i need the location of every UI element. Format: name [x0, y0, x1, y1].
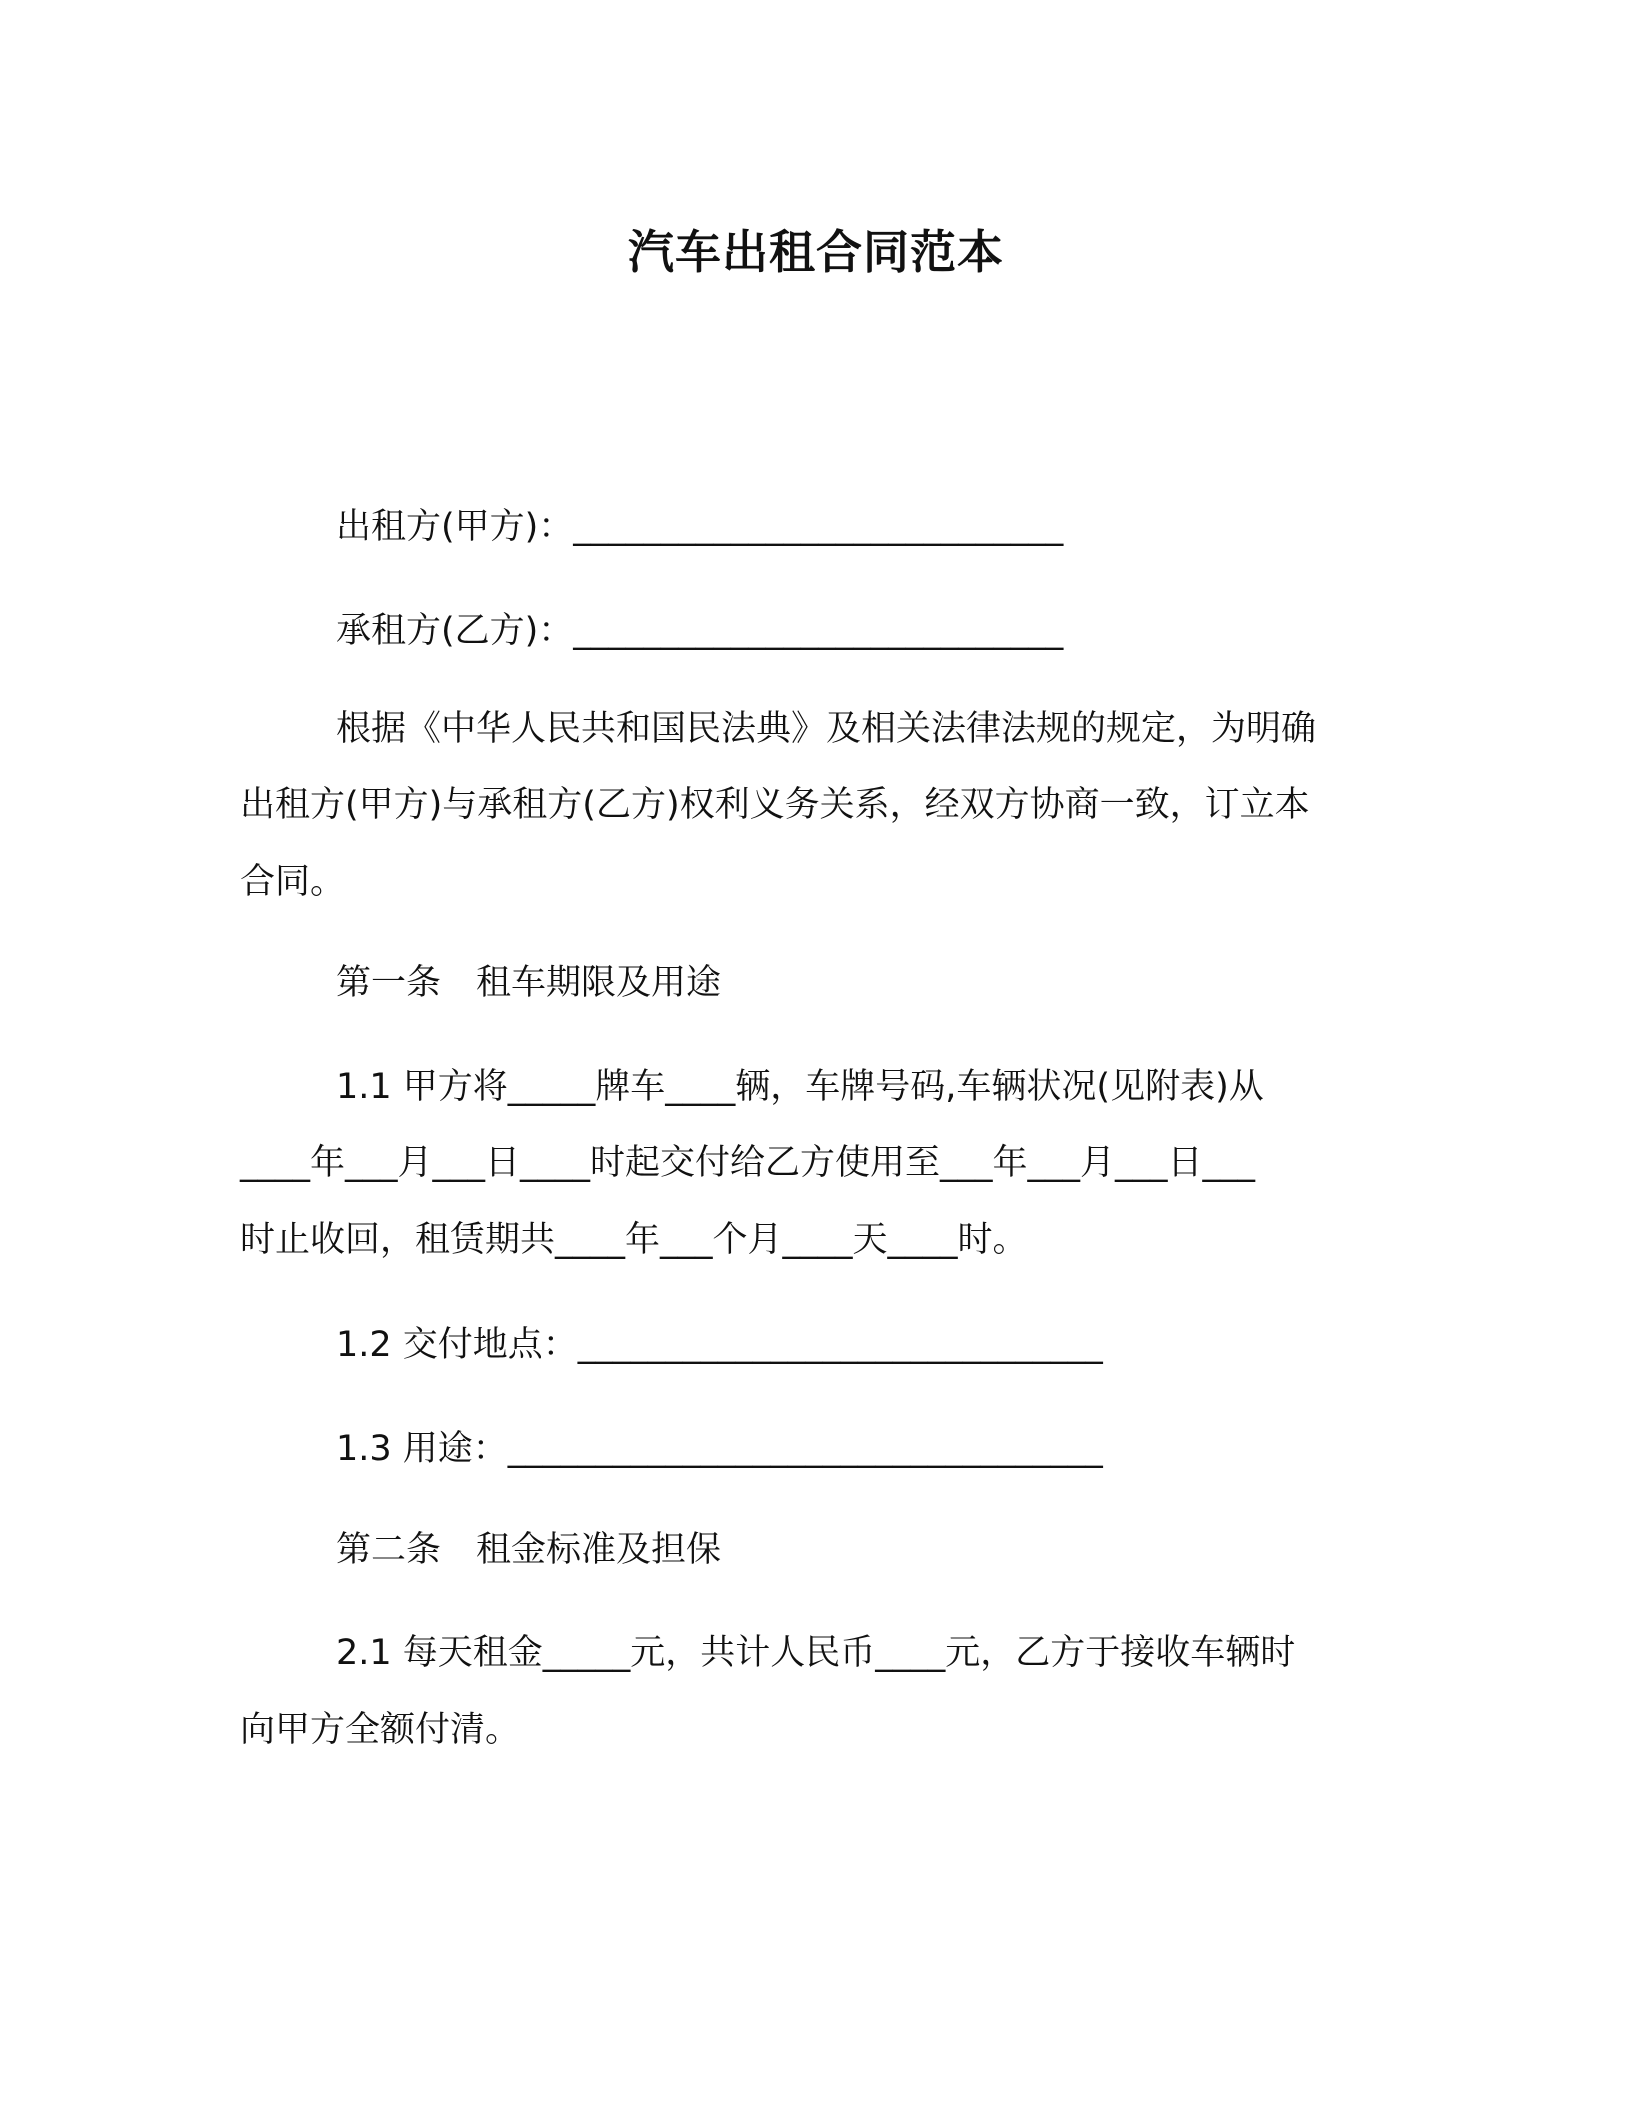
preamble-line-1: 根据《中华人民共和国民法典》及相关法律法规的规定，为明确 [336, 709, 1317, 749]
document-title: 汽车出租合同范本 [628, 225, 1004, 279]
lessee-line: 承租方(乙方)：____________________________ [336, 611, 1064, 651]
clause-1-2: 1.2 交付地点：______________________________ [336, 1325, 1103, 1365]
clause-2-1-line-1: 2.1 每天租金_____元，共计人民币____元，乙方于接收车辆时 [336, 1633, 1296, 1673]
clause-2-1-line-2: 向甲方全额付清。 [240, 1710, 521, 1750]
article-2-heading: 第二条 租金标准及担保 [336, 1530, 722, 1570]
clause-1-1-line-1: 1.1 甲方将_____牌车____辆，车牌号码,车辆状况(见附表)从 [336, 1067, 1264, 1107]
lessor-line: 出租方(甲方)：____________________________ [336, 507, 1064, 547]
preamble-line-3: 合同。 [240, 862, 346, 902]
preamble-line-2: 出租方(甲方)与承租方(乙方)权利义务关系，经双方协商一致，订立本 [240, 785, 1310, 825]
clause-1-1-line-3: 时止收回，租赁期共____年___个月____天____时。 [240, 1220, 1028, 1260]
clause-1-3: 1.3 用途：__________________________________ [336, 1429, 1103, 1469]
clause-1-1-line-2: ____年___月___日____时起交付给乙方使用至___年___月___日___ [240, 1143, 1256, 1183]
article-1-heading: 第一条 租车期限及用途 [336, 963, 722, 1003]
